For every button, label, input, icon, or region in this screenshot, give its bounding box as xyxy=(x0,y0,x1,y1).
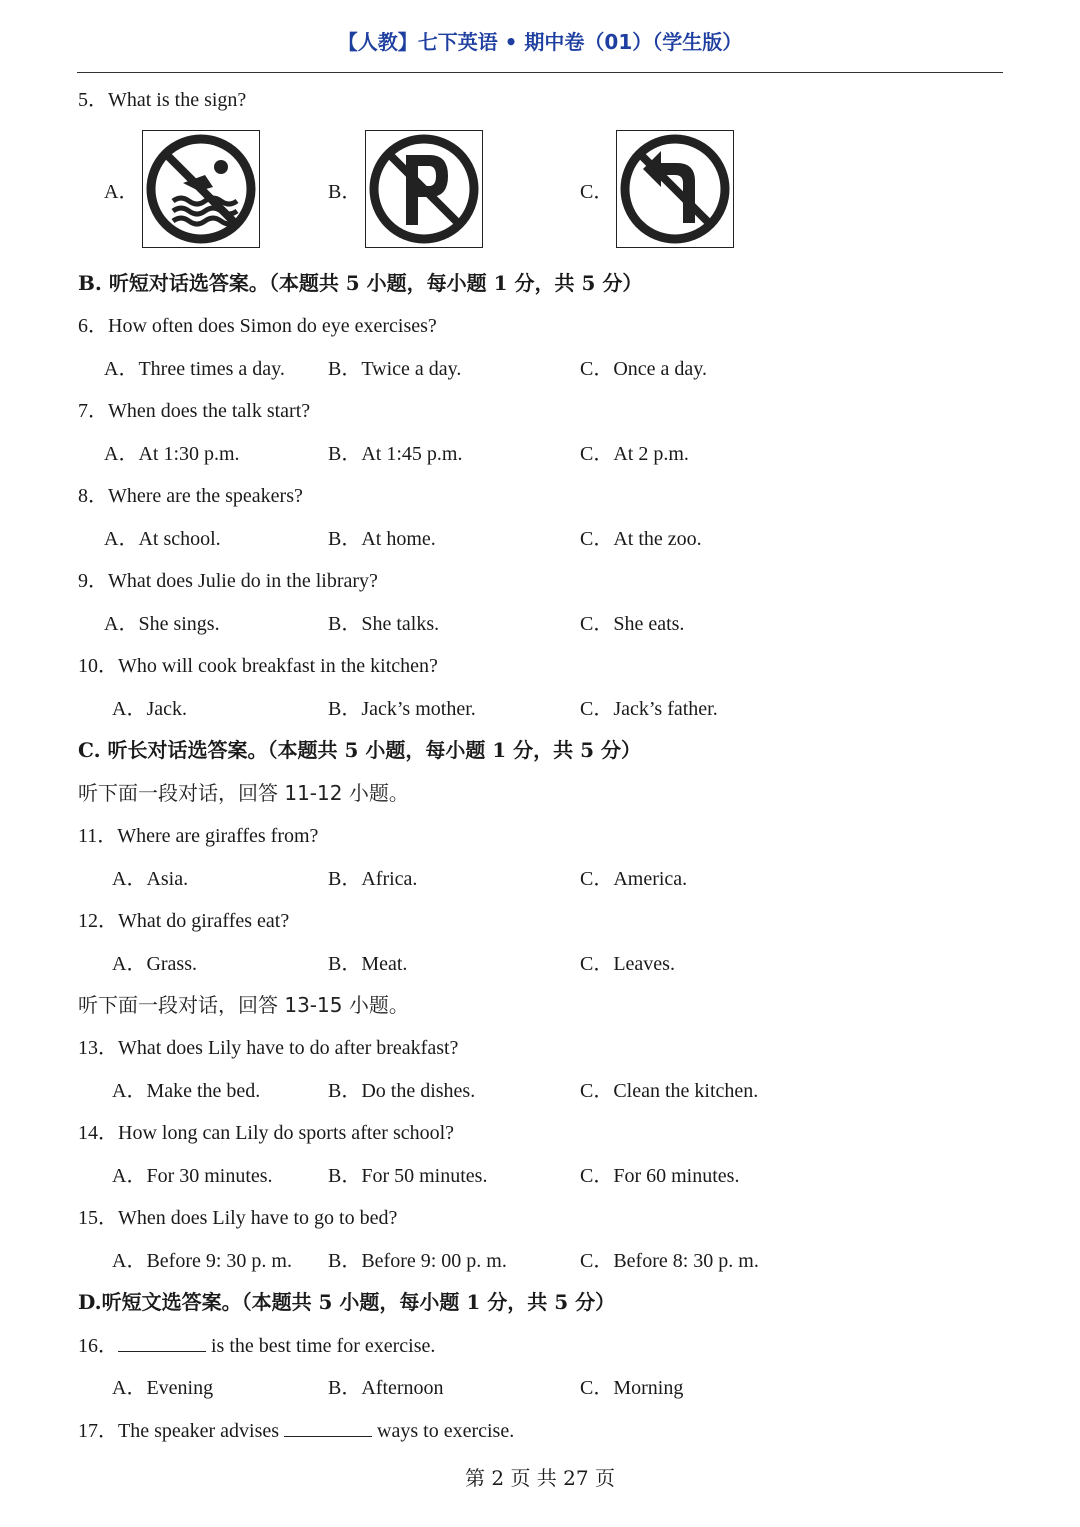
question-8: 8．Where are the speakers? xyxy=(78,485,303,507)
q6-option-c: C．Once a day. xyxy=(580,358,707,380)
q8-option-c: C．At the zoo. xyxy=(580,528,702,550)
option-c-label: C． xyxy=(580,181,614,203)
q15-option-c: C．Before 8: 30 p. m. xyxy=(580,1250,759,1272)
question-16 xyxy=(78,1333,435,1358)
question-11: 11．Where are giraffes from? xyxy=(78,825,319,847)
no-swimming-sign-icon xyxy=(142,130,260,248)
q7-option-c: C．At 2 p.m. xyxy=(580,443,689,465)
q11-option-a: A．Asia. xyxy=(112,868,189,890)
q10-option-a: A．Jack. xyxy=(112,698,187,720)
option-a-label: A． xyxy=(104,181,139,203)
header-divider xyxy=(77,72,1003,73)
question-17 xyxy=(78,1418,514,1443)
q12-option-a: A．Grass. xyxy=(112,953,197,975)
q6-option-b: B．Twice a day. xyxy=(328,358,462,380)
q16-option-b: B．Afternoon xyxy=(328,1377,444,1399)
section-d-title: D.听短文选答案。（本题共 5 小题，每小题 1 分，共 5 分） xyxy=(78,1290,616,1314)
question-12: 12．What do giraffes eat? xyxy=(78,910,290,932)
question-10: 10．Who will cook breakfast in the kitchen? xyxy=(78,655,438,677)
option-b-label: B． xyxy=(328,181,362,203)
question-6: 6．How often does Simon do eye exercises? xyxy=(78,315,437,337)
q14-option-c: C．For 60 minutes. xyxy=(580,1165,740,1187)
q14-option-a: A．For 30 minutes. xyxy=(112,1165,273,1187)
q15-option-a: A．Before 9: 30 p. m. xyxy=(112,1250,292,1272)
q11-option-c: C．America. xyxy=(580,868,688,890)
question-17-text-end: ways to exercise. xyxy=(372,1420,515,1442)
q13-option-a: A．Make the bed. xyxy=(112,1080,261,1102)
q7-option-b: B．At 1:45 p.m. xyxy=(328,443,463,465)
q10-option-c: C．Jack’s father. xyxy=(580,698,718,720)
q13-option-c: C．Clean the kitchen. xyxy=(580,1080,759,1102)
q6-option-a: A．Three times a day. xyxy=(104,358,285,380)
question-15: 15．When does Lily have to go to bed? xyxy=(78,1207,398,1229)
section-c-intro-1: 听下面一段对话，回答 11-12 小题。 xyxy=(78,781,409,805)
question-13: 13．What does Lily have to do after breakfast? xyxy=(78,1037,459,1059)
answer-blank xyxy=(118,1333,206,1352)
q16-option-a: A．Evening xyxy=(112,1377,214,1399)
question-5: 5．What is the sign? xyxy=(78,89,247,111)
q8-option-b: B．At home. xyxy=(328,528,436,550)
question-9: 9．What does Julie do in the library? xyxy=(78,570,378,592)
q14-option-b: B．For 50 minutes. xyxy=(328,1165,488,1187)
section-b-title: B. 听短对话选答案。（本题共 5 小题，每小题 1 分，共 5 分） xyxy=(78,271,643,295)
q9-option-c: C．She eats. xyxy=(580,613,685,635)
q11-option-b: B．Africa. xyxy=(328,868,418,890)
question-7: 7．When does the talk start? xyxy=(78,400,311,422)
q8-option-a: A．At school. xyxy=(104,528,221,550)
section-c-intro-2: 听下面一段对话，回答 13-15 小题。 xyxy=(78,993,409,1017)
no-left-turn-sign-icon xyxy=(616,130,734,248)
question-16-number: 16． xyxy=(78,1335,118,1357)
q9-option-a: A．She sings. xyxy=(104,613,220,635)
question-16-text: is the best time for exercise. xyxy=(206,1335,436,1357)
q7-option-a: A．At 1:30 p.m. xyxy=(104,443,240,465)
question-14: 14．How long can Lily do sports after school? xyxy=(78,1122,455,1144)
q12-option-c: C．Leaves. xyxy=(580,953,675,975)
q13-option-b: B．Do the dishes. xyxy=(328,1080,476,1102)
q12-option-b: B．Meat. xyxy=(328,953,408,975)
question-17-text-start: 17．The speaker advises xyxy=(78,1420,285,1442)
q16-option-c: C．Morning xyxy=(580,1377,684,1399)
q10-option-b: B．Jack’s mother. xyxy=(328,698,476,720)
page-header: 【人教】七下英语 • 期中卷（01）（学生版） xyxy=(337,30,743,54)
no-parking-sign-icon xyxy=(365,130,483,248)
q15-option-b: B．Before 9: 00 p. m. xyxy=(328,1250,507,1272)
section-c-title: C. 听长对话选答案。（本题共 5 小题，每小题 1 分，共 5 分） xyxy=(78,738,642,762)
answer-blank xyxy=(284,1418,372,1437)
q9-option-b: B．She talks. xyxy=(328,613,440,635)
page-number: 第 2 页 共 27 页 xyxy=(465,1466,615,1490)
